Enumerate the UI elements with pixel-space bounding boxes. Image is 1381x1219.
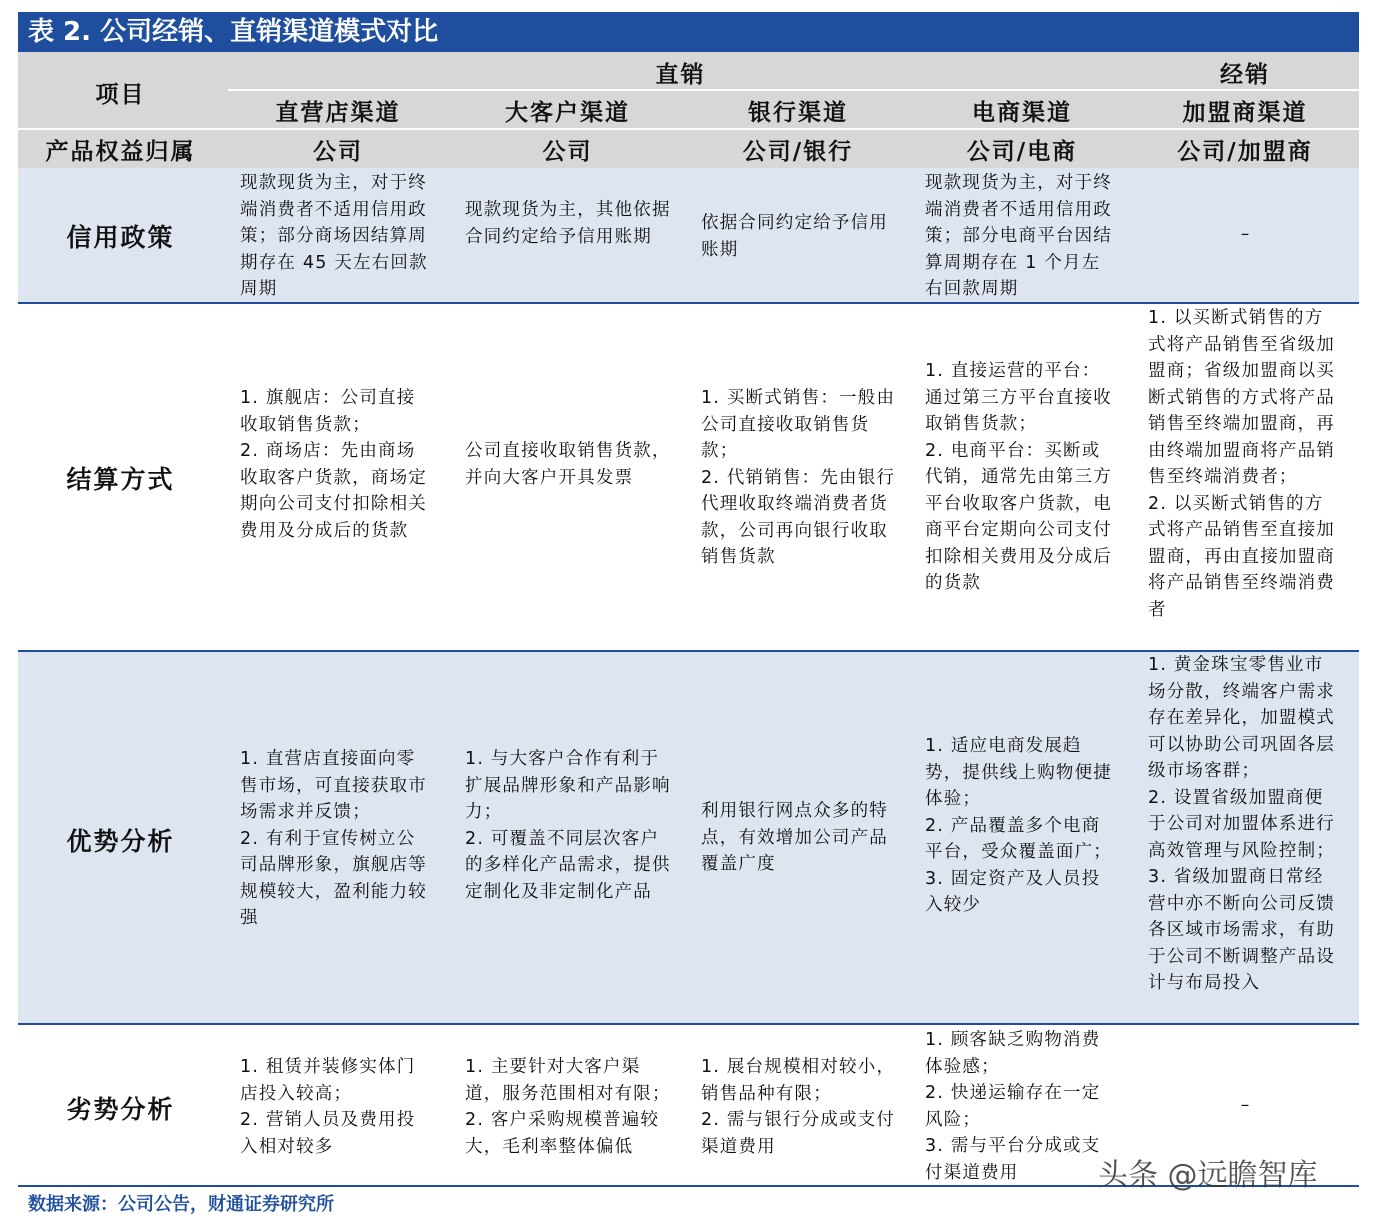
header-divider [228, 89, 1359, 91]
header-divider [18, 128, 1359, 130]
row-label-settlement: 结算方式 [66, 465, 175, 494]
cell-credit-key-account: 现款现货为主，其他依据合同约定给予信用账期 [465, 200, 671, 247]
table-title: 表 2. 公司经销、直销渠道模式对比 [18, 12, 1359, 52]
header-channel-ecommerce: 电商渠道 [972, 99, 1072, 126]
cell-credit-ecommerce: 现款现货为主，对于终端消费者不适用信用政策；部分电商平台因结算周期存在 1 个月左右回款周期 [925, 173, 1112, 299]
row-label-disadvantage: 劣势分析 [66, 1095, 175, 1124]
header-distribution: 经销 [1220, 61, 1270, 88]
header-channel-key-account: 大客户渠道 [505, 99, 630, 126]
ownership-store: 公司 [313, 138, 363, 165]
cell-credit-store: 现款现货为主，对于终端消费者不适用信用政策；部分商场因结算周期存在 45 天左右回款周期 [240, 173, 428, 299]
cell-disadvantage-store: 1. 租赁并装修实体门店投入较高； 2. 营销人员及费用投入相对较多 [240, 1057, 416, 1157]
watermark: 头条 @远瞻智库 [1098, 1158, 1318, 1193]
row-label-credit: 信用政策 [66, 223, 175, 252]
cell-settlement-ecommerce: 1. 直接运营的平台：通过第三方平台直接收取销售货款； 2. 电商平台：买断或代销，通常先由第三方平台收取客户货款，电商平台定期向公司支付扣除相关费用及分成后的货款 [925, 361, 1112, 593]
cell-advantage-franchise: 1. 黄金珠宝零售业市场分散，终端客户需求存在差异化，加盟模式可以协助公司巩固各层级市场客群； 2. 设置省级加盟商便于公司对加盟体系进行高效管理与风险控制； 3. 省级加盟商日常经营中亦不断向公司反馈各区域市场需求，有助于公司不断调整产品设计与布局投入 [1148, 655, 1335, 993]
header-channel-franchise: 加盟商渠道 [1182, 99, 1308, 126]
cell-disadvantage-ecommerce: 1. 顾客缺乏购物消费体验感； 2. 快递运输存在一定风险； 3. 需与平台分成或支付渠道费用 [925, 1030, 1101, 1183]
cell-advantage-bank: 利用银行网点众多的特点，有效增加公司产品覆盖广度 [701, 801, 888, 874]
ownership-label: 产品权益归属 [45, 138, 196, 165]
header-direct: 直销 [655, 61, 706, 88]
ownership-key-account: 公司 [542, 138, 593, 165]
ownership-franchise: 公司/加盟商 [1177, 138, 1313, 165]
cell-disadvantage-franchise: – [1240, 1095, 1250, 1115]
header-channel-store: 直营店渠道 [275, 99, 401, 126]
cell-settlement-franchise: 1. 以买断式销售的方式将产品销售至省级加盟商；省级加盟商以买断式销售的方式将产品销售至终端加盟商，再由终端加盟商将产品销售至终端消费者； 2. 以买断式销售的方式将产品销售至直接加盟商，再由直接加盟商将产品销售至终端消费者 [1148, 308, 1335, 620]
cell-settlement-key-account: 公司直接收取销售货款，并向大客户开具发票 [465, 441, 671, 488]
cell-advantage-key-account: 1. 与大客户合作有利于扩展品牌形象和产品影响力； 2. 可覆盖不同层次客户的多样化产品需求，提供定制化及非定制化产品 [465, 749, 671, 902]
data-source: 数据来源：公司公告，财通证券研究所 [28, 1194, 334, 1215]
cell-settlement-store: 1. 旗舰店：公司直接收取销售货款； 2. 商场店：先由商场收取客户货款，商场定期向公司支付扣除相关费用及分成后的货款 [240, 388, 427, 541]
header-channel-bank: 银行渠道 [748, 99, 848, 126]
cell-credit-franchise: – [1240, 224, 1250, 244]
cell-credit-bank: 依据合同约定给予信用账期 [701, 213, 888, 260]
ownership-bank: 公司/银行 [742, 138, 854, 165]
header-item: 项目 [95, 81, 146, 108]
cell-disadvantage-key-account: 1. 主要针对大客户渠道，服务范围相对有限； 2. 客户采购规模普遍较大，毛利率整体偏低 [465, 1057, 671, 1157]
cell-advantage-store: 1. 直营店直接面向零售市场，可直接获取市场需求并反馈； 2. 有利于宣传树立公司品牌形象，旗舰店等规模较大，盈利能力较强 [240, 749, 427, 928]
ownership-ecommerce: 公司/电商 [966, 138, 1078, 165]
cell-disadvantage-bank: 1. 展台规模相对较小，销售品种有限； 2. 需与银行分成或支付渠道费用 [701, 1057, 896, 1157]
cell-settlement-bank: 1. 买断式销售：一般由公司直接收取销售货款； 2. 代销销售：先由银行代理收取终端消费者货款，公司再向银行收取销售货款 [701, 388, 896, 567]
row-label-advantage: 优势分析 [66, 827, 175, 856]
cell-advantage-ecommerce: 1. 适应电商发展趋势，提供线上购物便捷体验； 2. 产品覆盖多个电商平台，受众覆盖面广； 3. 固定资产及人员投入较少 [925, 736, 1112, 915]
